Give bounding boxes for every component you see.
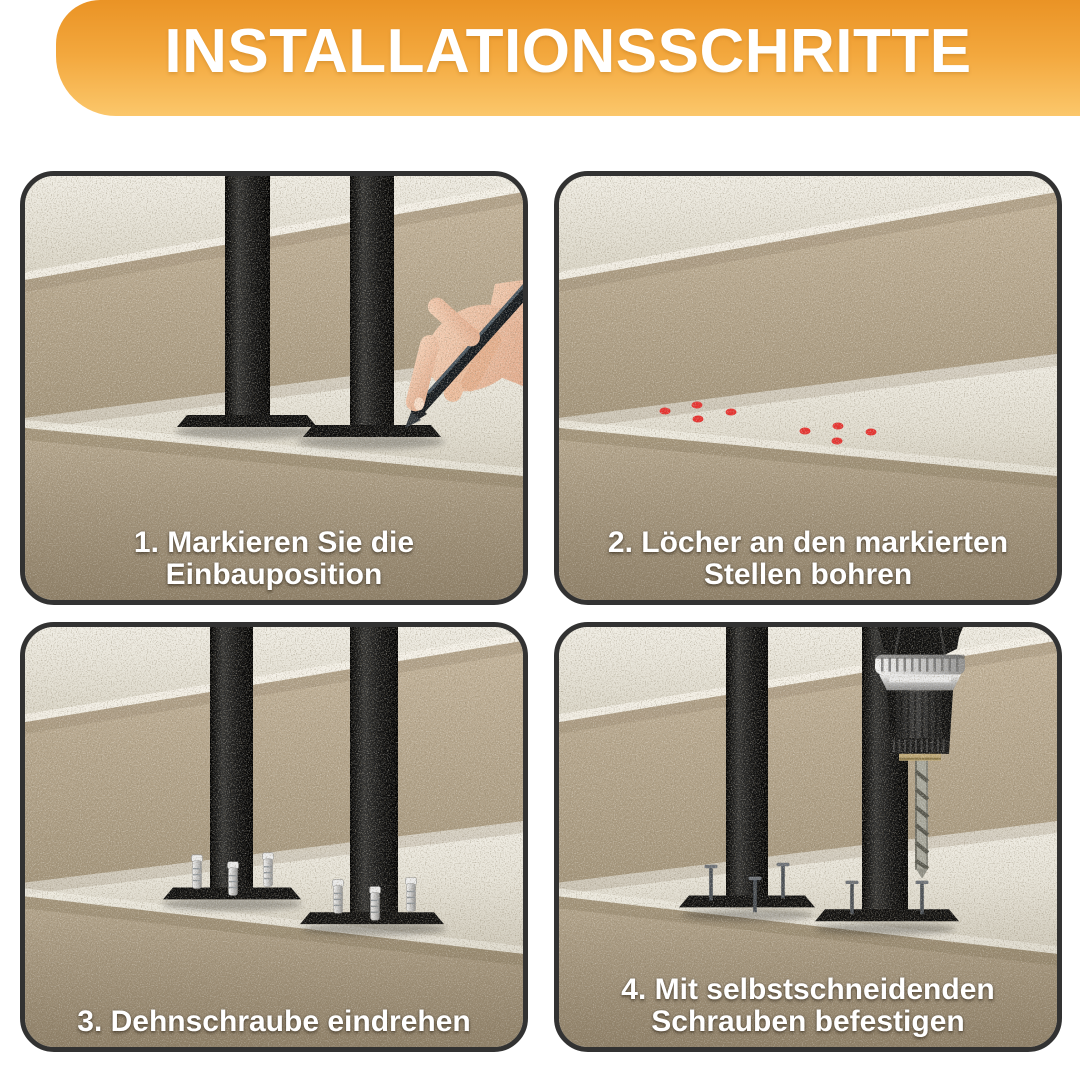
caption-line: 4. Mit selbstschneidenden	[621, 973, 995, 1006]
step-panel-3	[20, 622, 528, 1052]
step-2-caption	[559, 527, 1057, 591]
caption-line: 3. Dehnschraube eindrehen	[77, 1005, 471, 1038]
caption-line: Einbauposition	[165, 558, 383, 591]
step-3-photo-expansion-screws	[25, 627, 523, 1047]
caption-line: 2. Löcher an den markierten	[607, 526, 1009, 559]
step-1-caption	[25, 527, 523, 591]
title-banner	[56, 0, 1080, 116]
step-3-caption	[25, 1006, 523, 1038]
caption-line: Stellen bohren	[703, 558, 913, 591]
step-panel-4	[554, 622, 1062, 1052]
step-4-caption	[559, 974, 1057, 1038]
caption-line: 1. Markieren Sie die	[133, 526, 415, 559]
caption-line: Schrauben befestigen	[651, 1005, 965, 1038]
step-panel-2	[554, 171, 1062, 605]
step-panel-1	[20, 171, 528, 605]
page-title: INSTALLATIONSSCHRITTE	[164, 16, 972, 86]
